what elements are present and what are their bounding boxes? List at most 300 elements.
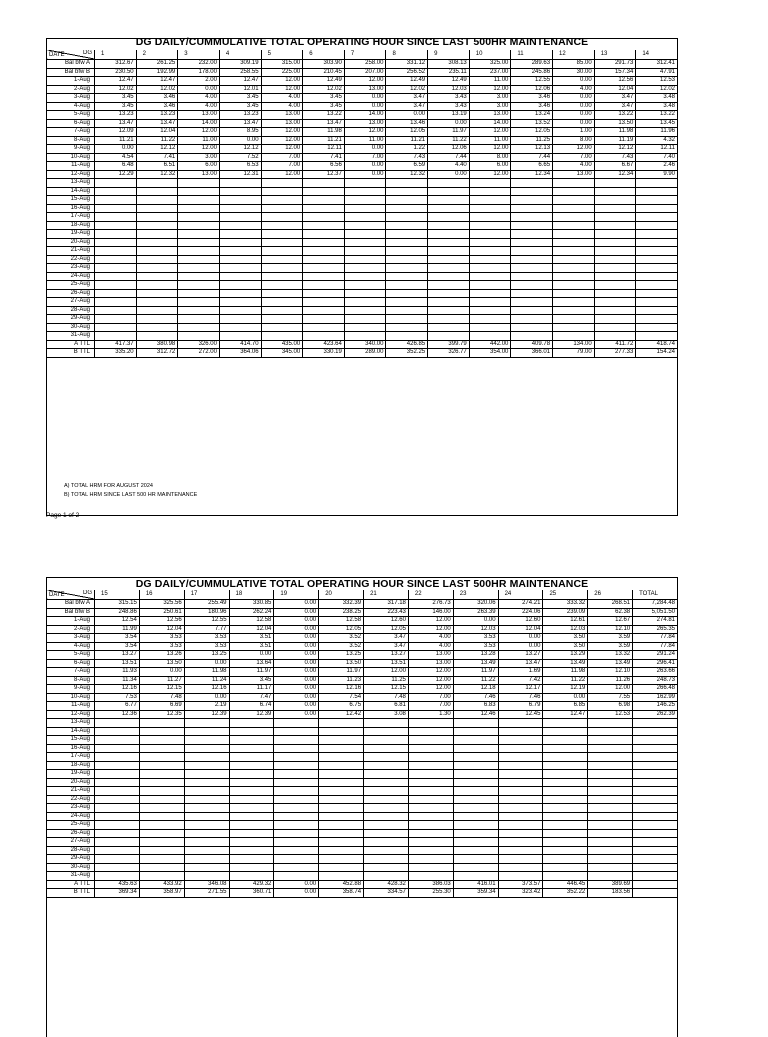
table-cell: 12.19 (543, 685, 588, 694)
table-cell: 13.47 (219, 119, 261, 128)
table-cell (229, 795, 274, 804)
table-cell (303, 332, 345, 341)
table-row (47, 659, 678, 668)
table-cell: 12.13 (511, 145, 553, 154)
table-cell: 146.00 (408, 608, 453, 617)
table-cell: 399.79 (428, 340, 470, 349)
table-row (47, 111, 678, 120)
table-cell (95, 323, 137, 332)
table-cell: 358.74 (319, 889, 364, 898)
row-label: 1-Aug (47, 617, 95, 626)
table-row (47, 162, 678, 171)
table-cell (178, 272, 220, 281)
table-cell: 6.51 (136, 162, 178, 171)
table-cell (453, 812, 498, 821)
table-cell (543, 821, 588, 830)
table-cell (543, 855, 588, 864)
table-cell (636, 332, 678, 341)
column-header: 24 (498, 590, 543, 600)
table-cell (469, 281, 511, 290)
row-label: 25-Aug (47, 821, 95, 830)
table-cell (633, 804, 678, 813)
table-cell (261, 187, 303, 196)
column-header: 14 (636, 50, 678, 60)
table-cell (543, 727, 588, 736)
table-cell: 3.54 (95, 642, 140, 651)
table-cell: 7.00 (408, 702, 453, 711)
table-cell: 3.53 (453, 642, 498, 651)
row-label: 2-Aug (47, 625, 95, 634)
row-label: Bal bfw A (47, 60, 95, 69)
column-header: 3 (178, 50, 220, 60)
table-cell: 2.46 (636, 162, 678, 171)
table-cell: 7.47 (229, 693, 274, 702)
table-cell: 12.17 (498, 685, 543, 694)
table-cell (469, 272, 511, 281)
table-cell: 6.48 (95, 162, 137, 171)
column-header: 7 (344, 50, 386, 60)
table-row (47, 710, 678, 719)
table-cell (136, 323, 178, 332)
table-row (47, 668, 678, 677)
table-cell (319, 829, 364, 838)
table-cell (303, 272, 345, 281)
table-cell: 0.00 (553, 77, 595, 86)
table-cell (229, 812, 274, 821)
table-cell: 317.18 (364, 600, 409, 609)
table-row (47, 889, 678, 898)
table-cell: 12.06 (511, 85, 553, 94)
table-cell (469, 298, 511, 307)
table-cell: 3.50 (543, 634, 588, 643)
table-cell (95, 213, 137, 222)
column-header: 12 (553, 50, 595, 60)
table-cell: 12.05 (319, 625, 364, 634)
row-label: 20-Aug (47, 238, 95, 247)
table-cell (178, 315, 220, 324)
table-cell (543, 804, 588, 813)
table-cell: 13.49 (588, 659, 633, 668)
table-cell (178, 306, 220, 315)
table-cell: 3.45 (229, 676, 274, 685)
table-cell (543, 787, 588, 796)
table-cell (319, 787, 364, 796)
table-row (47, 872, 678, 881)
table-cell (453, 727, 498, 736)
table-cell: 4.00 (553, 85, 595, 94)
row-label: 15-Aug (47, 736, 95, 745)
table-cell (498, 855, 543, 864)
table-cell: 12.55 (184, 617, 229, 626)
table-cell (303, 323, 345, 332)
table-cell: 308.13 (428, 60, 470, 69)
table-cell (588, 872, 633, 881)
table-cell (95, 863, 140, 872)
table-cell: 12.16 (184, 685, 229, 694)
table-cell (498, 795, 543, 804)
table-cell (219, 238, 261, 247)
table-cell: 0.00 (184, 659, 229, 668)
table-cell (95, 332, 137, 341)
table-cell (364, 770, 409, 779)
table-cell (469, 306, 511, 315)
table-cell (543, 812, 588, 821)
table-cell (136, 187, 178, 196)
row-label: 31-Aug (47, 332, 95, 341)
table-cell (498, 787, 543, 796)
table-cell: 11.23 (319, 676, 364, 685)
table-cell: 0.00 (95, 145, 137, 154)
table-cell (594, 264, 636, 273)
table-cell (219, 298, 261, 307)
table-cell: 12.47 (543, 710, 588, 719)
table-cell (261, 247, 303, 256)
row-label: 7-Aug (47, 128, 95, 137)
table-cell (408, 778, 453, 787)
table-cell: 3.53 (453, 634, 498, 643)
table-cell (633, 812, 678, 821)
table-cell: 3.47 (594, 94, 636, 103)
table-cell (303, 281, 345, 290)
table-cell (498, 753, 543, 762)
table-cell (136, 272, 178, 281)
row-label: 8-Aug (47, 136, 95, 145)
row-label: B TTL (47, 349, 95, 358)
table-cell (453, 770, 498, 779)
table-cell: 0.00 (274, 880, 319, 889)
table-cell (553, 264, 595, 273)
table-cell: 3.47 (386, 94, 428, 103)
table-cell (219, 332, 261, 341)
table-cell (219, 306, 261, 315)
table-cell (229, 744, 274, 753)
table-cell: 346.08 (184, 880, 229, 889)
table-cell (319, 838, 364, 847)
table-cell (95, 255, 137, 264)
table-cell: 315.15 (95, 600, 140, 609)
table-cell: 325.00 (469, 60, 511, 69)
column-header: 16 (139, 590, 184, 600)
table-cell (553, 238, 595, 247)
table-cell (219, 264, 261, 273)
table-cell (594, 289, 636, 298)
table-cell: 309.19 (219, 60, 261, 69)
table-cell: 331.12 (386, 60, 428, 69)
table-cell (511, 221, 553, 230)
table-row (47, 863, 678, 872)
table-cell: 230.50 (95, 68, 137, 77)
row-label: 11-Aug (47, 162, 95, 171)
table-cell (553, 221, 595, 230)
row-label: 15-Aug (47, 196, 95, 205)
table-cell: 12.47 (136, 77, 178, 86)
table-cell (588, 838, 633, 847)
column-header: 5 (261, 50, 303, 60)
table-cell (178, 204, 220, 213)
table-cell: 12.15 (364, 685, 409, 694)
table-cell: 146.25 (633, 702, 678, 711)
table-cell (428, 204, 470, 213)
table-cell (386, 272, 428, 281)
table-cell (303, 306, 345, 315)
table-cell (386, 264, 428, 273)
table-cell (408, 804, 453, 813)
column-header: 10 (469, 50, 511, 60)
table-cell (498, 761, 543, 770)
table-cell (274, 855, 319, 864)
table-cell: 3.45 (219, 94, 261, 103)
table-cell (184, 795, 229, 804)
table-cell (274, 872, 319, 881)
table-cell: 12.05 (364, 625, 409, 634)
table-cell (184, 863, 229, 872)
table-cell (344, 204, 386, 213)
table-cell (428, 247, 470, 256)
table-cell (364, 787, 409, 796)
table-cell (469, 315, 511, 324)
table-cell (303, 213, 345, 222)
table-cell: 4.00 (408, 634, 453, 643)
table-cell: 79.00 (553, 349, 595, 358)
table-cell (386, 187, 428, 196)
table-cell: 12.00 (469, 85, 511, 94)
table-cell: 12.60 (498, 617, 543, 626)
table-cell: 11.27 (139, 676, 184, 685)
table-cell (428, 298, 470, 307)
table-cell (636, 187, 678, 196)
table-cell (553, 272, 595, 281)
table-cell (229, 753, 274, 762)
table-cell: 12.06 (428, 145, 470, 154)
table-cell: 1.00 (553, 128, 595, 137)
table-cell: 13.26 (139, 651, 184, 660)
row-label: 16-Aug (47, 744, 95, 753)
table-cell: 333.32 (543, 600, 588, 609)
table-cell: 11.98 (594, 128, 636, 137)
table-cell (229, 761, 274, 770)
table-cell: 6.59 (386, 162, 428, 171)
row-label: 14-Aug (47, 187, 95, 196)
table-cell (636, 196, 678, 205)
table-cell: 12.00 (261, 77, 303, 86)
table-cell (178, 230, 220, 239)
table-cell: 7.53 (95, 693, 140, 702)
table-cell: 0.00 (274, 634, 319, 643)
row-label: 4-Aug (47, 642, 95, 651)
table-cell (543, 863, 588, 872)
row-label: 28-Aug (47, 306, 95, 315)
table-cell (498, 804, 543, 813)
table-cell: 11.00 (178, 136, 220, 145)
table-cell (219, 315, 261, 324)
table-cell: 423.64 (303, 340, 345, 349)
table-cell: 364.06 (219, 349, 261, 358)
table-cell: 12.00 (553, 145, 595, 154)
table-cell (261, 238, 303, 247)
table-cell (364, 863, 409, 872)
table-cell (386, 247, 428, 256)
table-cell (408, 812, 453, 821)
table-cell (588, 846, 633, 855)
table-cell: 12.39 (229, 710, 274, 719)
table-cell (386, 255, 428, 264)
table-cell: 207.00 (344, 68, 386, 77)
table-cell: 12.53 (636, 77, 678, 86)
table-cell: 7.55 (588, 693, 633, 702)
table-cell (303, 264, 345, 273)
table-cell (219, 221, 261, 230)
table-cell: 13.25 (184, 651, 229, 660)
table-row (47, 617, 678, 626)
table-cell: 13.00 (344, 119, 386, 128)
table-cell (453, 787, 498, 796)
table-cell: 12.49 (303, 77, 345, 86)
table-cell: 8.95 (219, 128, 261, 137)
table-cell: 330.85 (229, 600, 274, 609)
table-cell (303, 247, 345, 256)
table-cell (511, 264, 553, 273)
table-cell: 12.32 (136, 170, 178, 179)
table-cell (511, 323, 553, 332)
table-cell: 13.22 (303, 111, 345, 120)
table-cell: 11.22 (453, 676, 498, 685)
table-cell: 255.49 (184, 600, 229, 609)
table-cell: 414.70 (219, 340, 261, 349)
table-cell: 261.25 (136, 60, 178, 69)
table-cell (229, 846, 274, 855)
table-cell: 289.63 (511, 60, 553, 69)
row-label: 27-Aug (47, 838, 95, 847)
table-cell: 12.31 (219, 170, 261, 179)
table-cell (594, 247, 636, 256)
table-cell (139, 846, 184, 855)
table-cell (274, 753, 319, 762)
table-cell (588, 736, 633, 745)
table-cell (219, 255, 261, 264)
table-cell: 0.00 (274, 625, 319, 634)
table-cell (588, 719, 633, 728)
table-cell: 3.46 (136, 102, 178, 111)
table-cell (95, 727, 140, 736)
table-cell (95, 778, 140, 787)
table-cell (594, 221, 636, 230)
table-cell: 3.08 (364, 710, 409, 719)
table-cell (274, 744, 319, 753)
table-cell (178, 196, 220, 205)
table-cell (386, 230, 428, 239)
table-cell: 11.96 (636, 128, 678, 137)
table-cell: 3.46 (136, 94, 178, 103)
table-cell: 12.04 (229, 625, 274, 634)
table-cell: 30.00 (553, 68, 595, 77)
table-cell (303, 289, 345, 298)
table-cell (139, 821, 184, 830)
table-row (47, 281, 678, 290)
table-cell: 13.00 (178, 170, 220, 179)
table-cell: 13.00 (553, 170, 595, 179)
table-row (47, 94, 678, 103)
table-cell: 446.45 (543, 880, 588, 889)
table-row (47, 744, 678, 753)
table-cell (453, 829, 498, 838)
table-cell: 0.00 (274, 668, 319, 677)
table-cell: 326.77 (428, 349, 470, 358)
table-cell (95, 264, 137, 273)
column-header: 19 (274, 590, 319, 600)
table-cell (261, 323, 303, 332)
table-cell (364, 744, 409, 753)
table-cell: 180.96 (184, 608, 229, 617)
table-cell (229, 821, 274, 830)
table-cell (588, 795, 633, 804)
table-cell (469, 179, 511, 188)
table-cell: 7.43 (386, 153, 428, 162)
table-cell: 13.00 (408, 651, 453, 660)
table-cell: 418.74 (636, 340, 678, 349)
table-cell (498, 719, 543, 728)
table-cell: 8.00 (553, 136, 595, 145)
table-cell (274, 829, 319, 838)
table-cell: 3.45 (303, 102, 345, 111)
table-cell (229, 787, 274, 796)
table-cell (261, 221, 303, 230)
row-label: B TTL (47, 889, 95, 898)
table-cell (553, 332, 595, 341)
table-cell (594, 179, 636, 188)
table-cell (594, 204, 636, 213)
table-cell (511, 230, 553, 239)
table-cell (184, 744, 229, 753)
table-cell: 12.00 (469, 128, 511, 137)
table-cell (453, 855, 498, 864)
dg-date-corner-cell (47, 50, 95, 60)
table-cell: 12.02 (136, 85, 178, 94)
table-cell: 0.00 (344, 162, 386, 171)
table-cell: 6.77 (95, 702, 140, 711)
table-cell (469, 332, 511, 341)
table-cell (344, 315, 386, 324)
table-cell (453, 736, 498, 745)
table-cell: 11.22 (543, 676, 588, 685)
table-cell: 0.00 (274, 710, 319, 719)
table-row (47, 600, 678, 609)
table-cell (319, 719, 364, 728)
table-cell: 12.00 (588, 685, 633, 694)
table-cell (229, 736, 274, 745)
table-cell: 12.00 (408, 685, 453, 694)
table-cell: 12.47 (95, 77, 137, 86)
column-header: 11 (511, 50, 553, 60)
table-cell (136, 306, 178, 315)
table-cell (303, 179, 345, 188)
table-row (47, 753, 678, 762)
table-cell (453, 821, 498, 830)
table-cell (498, 727, 543, 736)
row-label: 19-Aug (47, 230, 95, 239)
table-cell: 389.69 (588, 880, 633, 889)
table-cell: 248.86 (95, 608, 140, 617)
table-cell (594, 281, 636, 290)
table-row (47, 196, 678, 205)
table-cell (636, 264, 678, 273)
row-label: 28-Aug (47, 846, 95, 855)
table-cell (543, 761, 588, 770)
table-cell (136, 247, 178, 256)
table-cell (178, 179, 220, 188)
table-cell (184, 821, 229, 830)
row-label: 24-Aug (47, 812, 95, 821)
table-cell (229, 778, 274, 787)
